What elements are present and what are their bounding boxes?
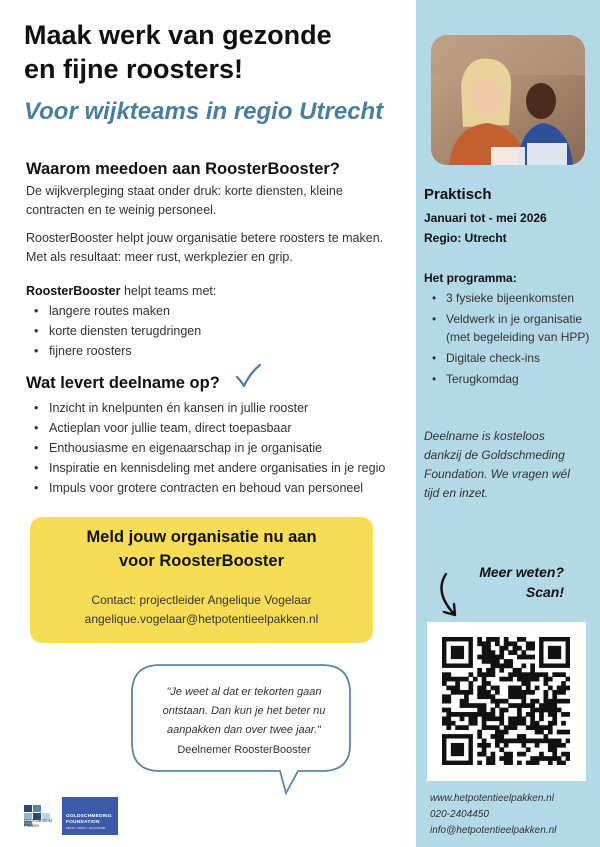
website-link[interactable]: www.hetpotentieelpakken.nl xyxy=(430,793,554,804)
free-participation-note: Deelname is kosteloos dankzij de Goldschmeding Foundation. We vragen wél tijd en inzet. xyxy=(424,429,570,500)
list-item: • Digitale check-ins xyxy=(432,349,592,367)
program-period: Januari tot - mei 2026 xyxy=(424,211,547,225)
program-region: Regio: Utrecht xyxy=(424,231,507,245)
practical-heading: Praktisch xyxy=(424,186,492,203)
why-paragraph-2: RoosterBooster helpt jouw organisatie betere roosters te maken. Met als resultaat: meer rust, werkplezier en grip. xyxy=(26,231,384,264)
info-email-link[interactable]: info@hetpotentieelpakken.nl xyxy=(430,825,557,836)
benefits-list xyxy=(34,398,385,498)
why-heading: Waarom meedoen aan RoosterBooster? xyxy=(26,160,340,178)
program-heading: Het programma: xyxy=(424,271,517,285)
checkmark-icon xyxy=(234,363,262,389)
scan-line-2: Scan! xyxy=(525,584,564,600)
goldschmeding-tagline: MENS • WERK • ECONOMIE xyxy=(66,826,106,830)
testimonial-quote: "Je weet al dat er tekorten gaan ontstaan. Dan kun je het beter nu aanpakken dan over twee jaar." xyxy=(162,686,326,736)
list-item: • Terugkomdag xyxy=(432,370,592,388)
list-item: • Inzicht in knelpunten én kansen in jullie rooster xyxy=(34,398,385,418)
contact-info xyxy=(30,591,373,629)
helps-brand: RoosterBooster xyxy=(26,284,121,298)
list-item: • Veldwerk in je organisatie (met begeleiding van HPP) xyxy=(432,310,592,346)
helps-rest: helpt teams met: xyxy=(120,284,217,298)
subtitle: Voor wijkteams in regio Utrecht xyxy=(24,98,384,125)
scan-line-1: Meer weten? xyxy=(479,564,564,580)
signup-line-2: voor RoosterBooster xyxy=(118,552,285,570)
title-line-2: en fijne roosters! xyxy=(24,54,244,84)
why-paragraph-1: De wijkverpleging staat onder druk: korte diensten, kleine contracten en te weinig personeel. xyxy=(26,184,343,217)
signup-heading xyxy=(30,525,373,573)
list-item: • Inspiratie en kennisdeling met andere organisaties in je regio xyxy=(34,458,385,478)
phone-number: 020-2404450 xyxy=(430,809,489,820)
qr-code-icon[interactable] xyxy=(442,637,570,765)
contact-email-link[interactable]: angelique.vogelaar@hetpotentieelpakken.nl xyxy=(84,612,319,626)
team-photo xyxy=(431,35,585,165)
helps-list xyxy=(34,301,201,361)
scan-prompt xyxy=(450,562,564,602)
testimonial-author: Deelnemer RoosterBooster xyxy=(177,744,311,756)
list-item: • langere routes maken xyxy=(34,301,201,321)
contact-label: Contact: projectleider Angelique Vogelaar xyxy=(91,593,312,607)
list-item: • 3 fysieke bijeenkomsten xyxy=(432,289,592,307)
goldschmeding-logo-line-2: FOUNDATION xyxy=(66,820,100,825)
page-title xyxy=(24,18,404,86)
title-line-1: Maak werk van gezonde xyxy=(24,20,332,50)
signup-callout xyxy=(30,517,373,643)
list-item: • Actieplan voor jullie team, direct toepasbaar xyxy=(34,418,385,438)
list-item: • Enthousiasme en eigenaarschap in je organisatie xyxy=(34,438,385,458)
curved-arrow-icon xyxy=(432,570,464,620)
benefits-heading: Wat levert deelname op? xyxy=(26,374,220,392)
list-item: • fijnere roosters xyxy=(34,341,201,361)
goldschmeding-logo-line-1: GOLDSCHMEDING xyxy=(66,814,112,819)
signup-line-1: Meld jouw organisatie nu aan xyxy=(86,528,317,546)
helps-intro xyxy=(26,282,401,301)
list-item: • Impuls voor grotere contracten en behoud van personeel xyxy=(34,478,385,498)
hpp-logo-text: Het Potentieel Pakken xyxy=(24,818,53,828)
program-list xyxy=(432,289,592,391)
list-item: • korte diensten terugdringen xyxy=(34,321,201,341)
hpp-logo-icon xyxy=(24,797,54,835)
